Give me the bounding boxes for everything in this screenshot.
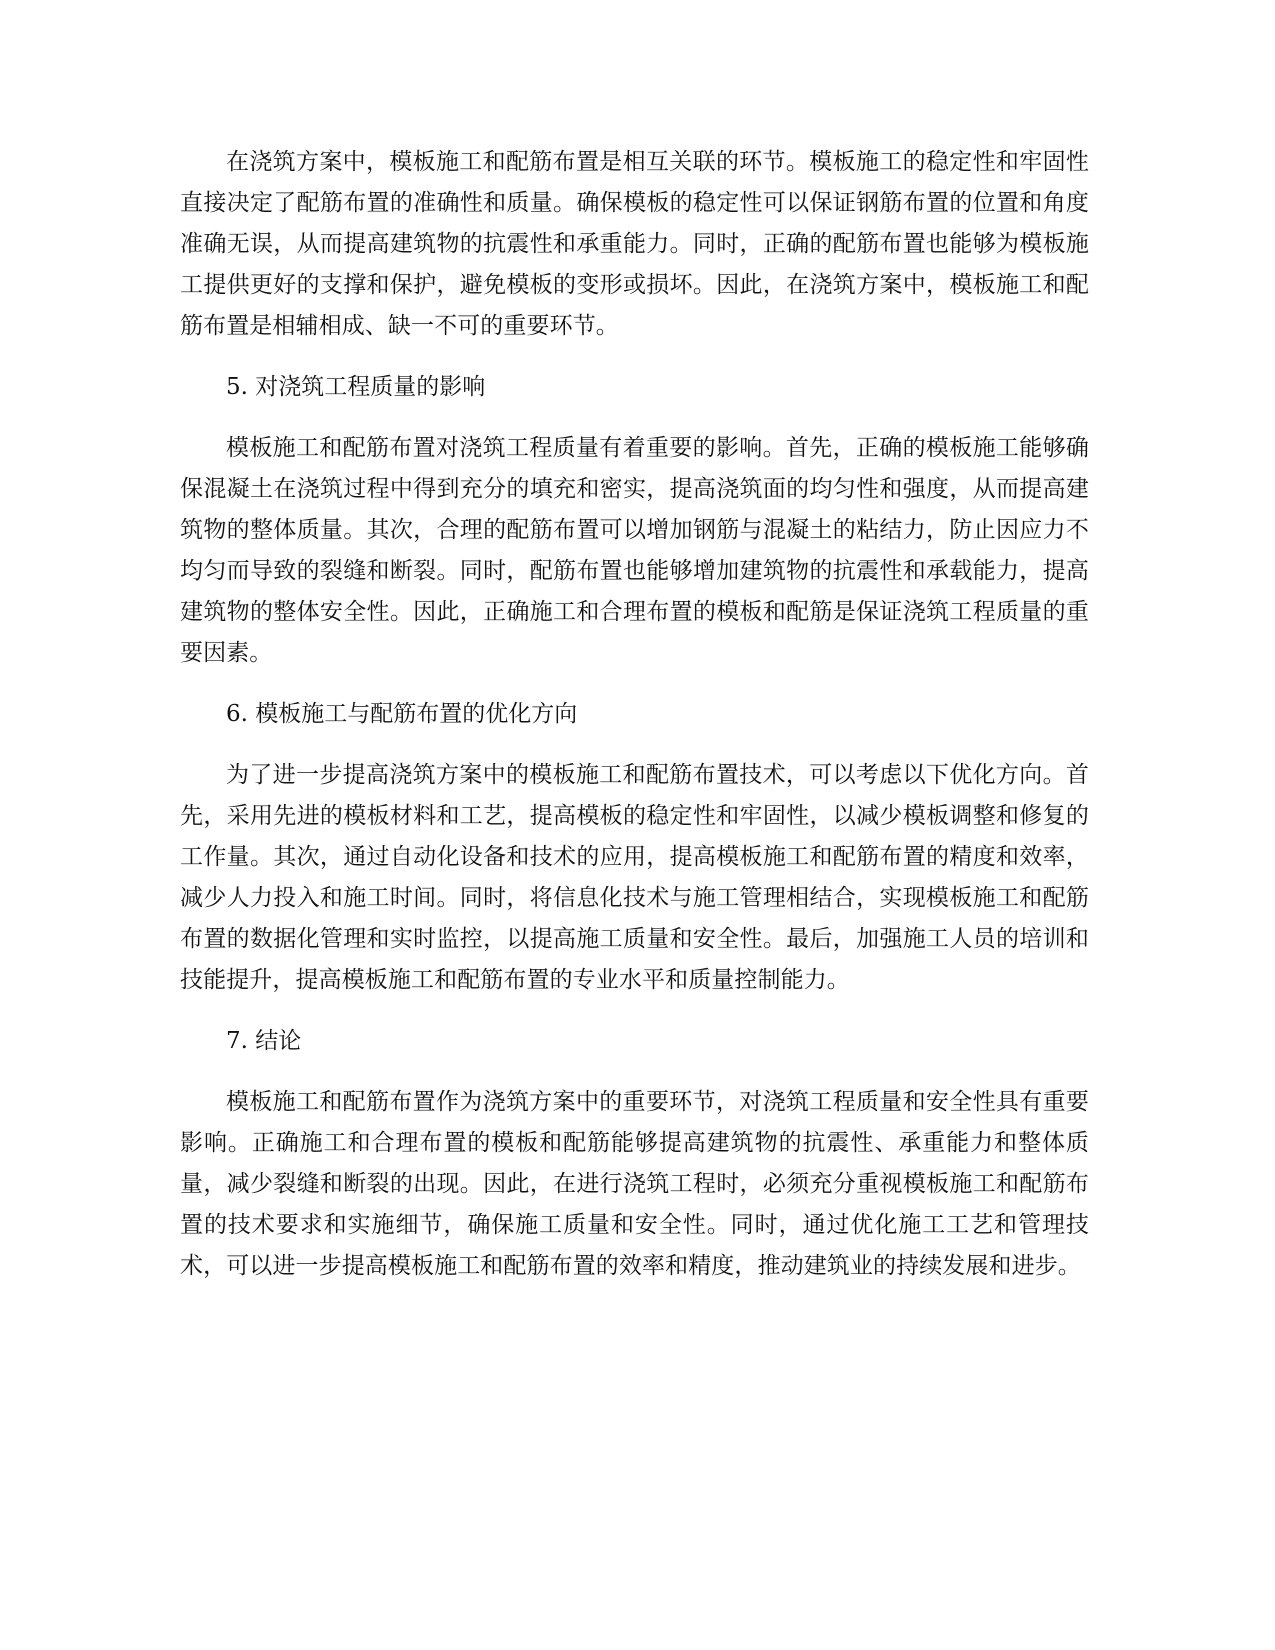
section-heading-quality-impact: 5. 对浇筑工程质量的影响 bbox=[226, 374, 486, 400]
paragraph-formwork-rebar-relationship: 在浇筑方案中，模板施工和配筋布置是相互关联的环节。模板施工的稳定性和牢固性直接决定了配筋布置的准确性和质量。确保模板的稳定性可以保证钢筋布置的位置和角度准确无误，从而提高建筑物的抗震性和承重能力。同时，正确的配筋布置也能够为模板施工提供更好的支撑和保护，避免模板的变形或损坏。因此，在浇筑方案中，模板施工和配筋布置是相辅相成、缺一不可的重要环节。 bbox=[180, 149, 1089, 339]
section-heading-conclusion: 7. 结论 bbox=[226, 1028, 302, 1054]
document-body bbox=[180, 142, 1089, 1307]
paragraph-optimization: 为了进一步提高浇筑方案中的模板施工和配筋布置技术，可以考虑以下优化方向。首先，采用先进的模板材料和工艺，提高模板的稳定性和牢固性，以减少模板调整和修复的工作量。其次，通过自动化设备和技术的应用，提高模板施工和配筋布置的精度和效率，减少人力投入和施工时间。同时，将信息化技术与施工管理相结合，实现模板施工和配筋布置的数据化管理和实时监控，以提高施工质量和安全性。最后，加强施工人员的培训和技能提升，提高模板施工和配筋布置的专业水平和质量控制能力。 bbox=[180, 762, 1089, 993]
section-heading-optimization: 6. 模板施工与配筋布置的优化方向 bbox=[226, 701, 578, 727]
paragraph-conclusion: 模板施工和配筋布置作为浇筑方案中的重要环节，对浇筑工程质量和安全性具有重要影响。正确施工和合理布置的模板和配筋能够提高建筑物的抗震性、承重能力和整体质量，减少裂缝和断裂的出现。因此，在进行浇筑工程时，必须充分重视模板施工和配筋布置的技术要求和实施细节，确保施工质量和安全性。同时，通过优化施工工艺和管理技术，可以进一步提高模板施工和配筋布置的效率和精度，推动建筑业的持续发展和进步。 bbox=[180, 1089, 1089, 1279]
paragraph-quality-impact: 模板施工和配筋布置对浇筑工程质量有着重要的影响。首先，正确的模板施工能够确保混凝土在浇筑过程中得到充分的填充和密实，提高浇筑面的均匀性和强度，从而提高建筑物的整体质量。其次，合理的配筋布置可以增加钢筋与混凝土的粘结力，防止因应力不均匀而导致的裂缝和断裂。同时，配筋布置也能够增加建筑物的抗震性和承载能力，提高建筑物的整体安全性。因此，正确施工和合理布置的模板和配筋是保证浇筑工程质量的重要因素。 bbox=[180, 435, 1089, 666]
